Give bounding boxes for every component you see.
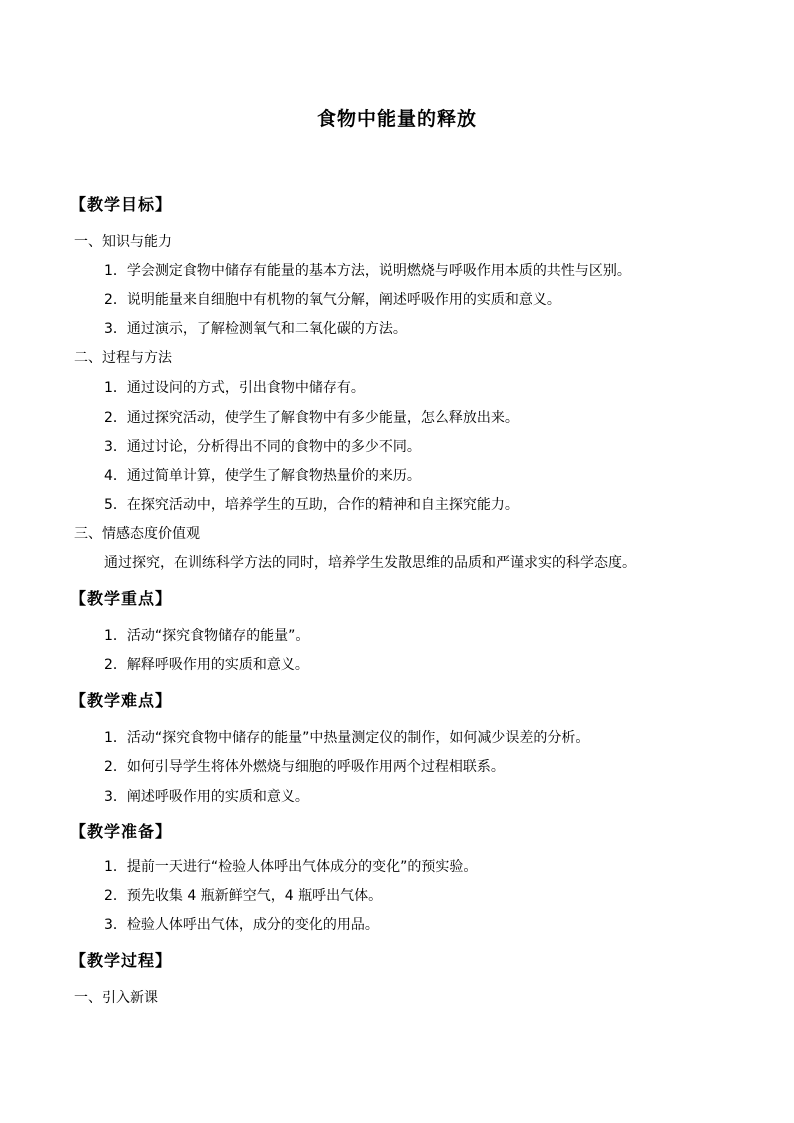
goals-part1-item-1: 1．学会测定食物中储存有能量的基本方法，说明燃烧与呼吸作用本质的共性与区别。 — [104, 263, 631, 279]
goals-part3-text: 通过探究，在训练科学方法的同时，培养学生发散思维的品质和严谨求实的科学态度。 — [104, 555, 636, 571]
goals-part2-item-1: 1．通过设问的方式，引出食物中储存有。 — [104, 380, 365, 396]
key-points-item-1: 1．活动“探究食物储存的能量”。 — [104, 628, 310, 644]
goals-part2-item-2: 2．通过探究活动，使学生了解食物中有多少能量，怎么释放出来。 — [104, 410, 519, 426]
preparation-item-3: 3．检验人体呼出气体，成分的变化的用品。 — [104, 917, 379, 933]
key-points-item-2: 2．解释呼吸作用的实质和意义。 — [104, 657, 309, 673]
section-heading-goals: 【教学目标】 — [70, 195, 173, 214]
difficulties-item-2: 2．如何引导学生将体外燃烧与细胞的呼吸作用两个过程相联系。 — [104, 759, 505, 775]
goals-part2-item-3: 3．通过讨论，分析得出不同的食物中的多少不同。 — [104, 439, 421, 455]
document-title: 食物中能量的释放 — [316, 108, 477, 130]
goals-part1-item-3: 3．通过演示，了解检测氧气和二氧化碳的方法。 — [104, 321, 407, 337]
goals-part2-item-4: 4．通过简单计算，使学生了解食物热量价的来历。 — [104, 468, 421, 484]
preparation-item-2: 2．预先收集 4 瓶新鲜空气，4 瓶呼出气体。 — [104, 888, 383, 904]
preparation-item-1: 1．提前一天进行“检验人体呼出气体成分的变化”的预实验。 — [104, 859, 478, 875]
goals-part3-label: 三、情感态度价值观 — [74, 526, 200, 542]
process-part1-label: 一、引入新课 — [74, 990, 158, 1006]
section-heading-key-points: 【教学重点】 — [70, 589, 173, 608]
goals-part1-label: 一、知识与能力 — [74, 234, 172, 250]
section-heading-preparation: 【教学准备】 — [70, 822, 173, 841]
difficulties-item-3: 3．阐述呼吸作用的实质和意义。 — [104, 789, 309, 805]
section-heading-difficulties: 【教学难点】 — [70, 691, 173, 710]
goals-part2-item-5: 5．在探究活动中，培养学生的互助，合作的精神和自主探究能力。 — [104, 497, 519, 513]
goals-part2-label: 二、过程与方法 — [74, 350, 172, 366]
difficulties-item-1: 1．活动“探究食物中储存的能量”中热量测定仪的制作，如何减少误差的分析。 — [104, 730, 590, 746]
section-heading-process: 【教学过程】 — [70, 951, 173, 970]
goals-part1-item-2: 2．说明能量来自细胞中有机物的氧气分解，阐述呼吸作用的实质和意义。 — [104, 292, 561, 308]
